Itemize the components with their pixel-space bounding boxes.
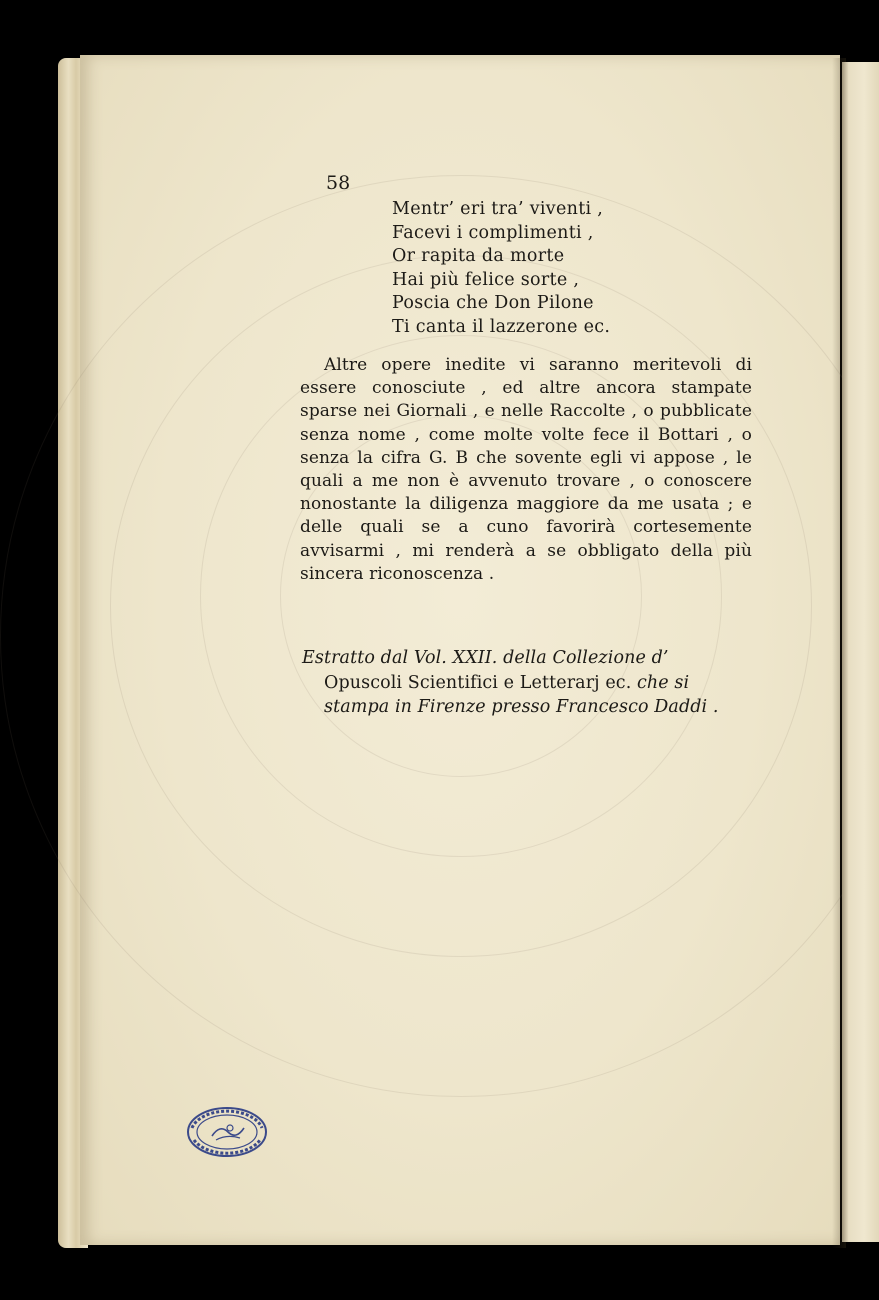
verse-line: Facevi i complimenti ,: [392, 222, 594, 243]
verse-line: Poscia che Don Pilone: [392, 293, 594, 313]
imprint-italic-end: che si stampa in Firenze presso Francesco Daddi .: [324, 672, 719, 717]
imprint-note: [302, 646, 752, 720]
imprint-italic: Estratto dal Vol. XXII. della Collezione d’: [302, 648, 669, 668]
facing-page-edge: [842, 62, 879, 1242]
verse-line: Mentr’ eri tra’ viventi ,: [392, 199, 604, 219]
verse-line: Hai più felice sorte ,: [392, 269, 580, 290]
page-number: 58: [326, 172, 351, 194]
verse-line: Ti canta il lazzerone ec.: [392, 316, 611, 337]
library-stamp-icon: [186, 1106, 268, 1158]
verse: [392, 198, 610, 339]
verse-line: Or rapita da morte: [392, 246, 565, 266]
body-text: [300, 354, 752, 586]
imprint-roman: Opuscoli Scientifici e Letterarj ec.: [324, 672, 638, 693]
paragraph: Altre opere inedite vi saranno meritevoli di essere conosciute , ed altre ancora stampate sparse nei Giornali , e nelle Raccolte , o pubblicate senza nome , come molte volte fece il Bottari , o senza la cifra G. B che sovente egli vi appose , le quali a me non è avvenuto trovare , o conoscere nonostante la diligenza maggiore da me usata ; e delle quali se a cuno favorirà cortesemente avvisarmi , mi renderà a se obbligato della più sincera riconoscenza .: [300, 355, 752, 584]
